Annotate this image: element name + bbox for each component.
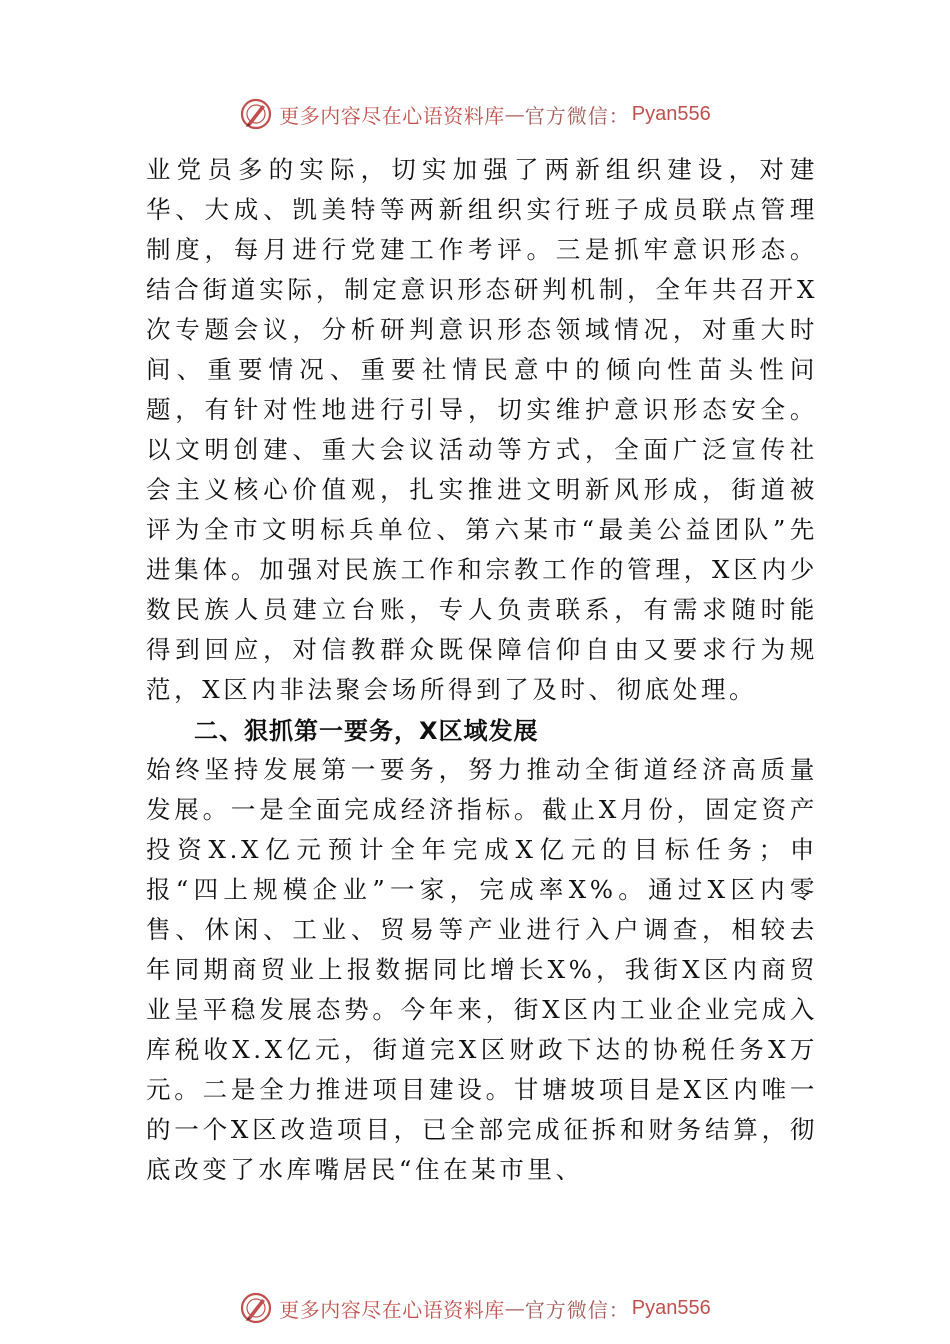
body-paragraph-2: 始终坚持发展第一要务，努力推动全街道经济高质量发展。一是全面完成经济指标。截止X月份，固定资产投资X.X亿元预计全年完成X亿元的目标任务；申报“四上规模企业”一家，完成率X%。通过X区内零售、休闲、工业、贸易等产业进行入户调查，相较去年同期商贸业上报数据同比增长X%，我街X区内商贸业呈平稳发展态势。今年来，街X区内工业企业完成入库税收X.X亿元，街道完X区财政下达的协税任务X万元。二是全力推进项目建设。甘塘坡项目是X区内唯一的一个X区改造项目，已全部完成征拆和财务结算，彻底改变了水库嘴居民“住在某市里、 <box>146 755 818 1184</box>
footer-watermark-banner <box>0 1288 950 1328</box>
banner-wechat-label: 官方微信： <box>524 1297 630 1322</box>
banner-wechat-id: Pyan556 <box>631 1296 711 1319</box>
banner-wechat-id: Pyan556 <box>631 102 711 125</box>
section-heading-2: 二、狠抓第一要务，X区域发展 <box>194 717 539 745</box>
banner-main-text: 更多内容尽在心语资料库 <box>279 103 505 128</box>
banner-separator: — <box>504 102 525 126</box>
banner-main-text: 更多内容尽在心语资料库 <box>279 1297 505 1322</box>
body-paragraph-1: 业党员多的实际，切实加强了两新组织建设，对建华、大成、凯美特等两新组织实行班子成员联点管理制度，每月进行党建工作考评。三是抓牢意识形态。结合街道实际，制定意识形态研判机制，全年共召开X次专题会议，分析研判意识形态领域情况，对重大时间、重要情况、重要社情民意中的倾向性苗头性问题，有针对性地进行引导，切实维护意识形态安全。以文明创建、重大会议活动等方式，全面广泛宣传社会主义核心价值观，扎实推进文明新风形成，街道被评为全市文明标兵单位、第六某市“最美公益团队”先进集体。加强对民族工作和宗教工作的管理，X区内少数民族人员建立台账，专人负责联系，有需求随时能得到回应，对信教群众既保障信仰自由又要求行为规范，X区内非法聚会场所得到了及时、彻底处理。 <box>146 155 818 704</box>
banner-separator: — <box>504 1296 525 1320</box>
document-body <box>146 150 818 1190</box>
pen-logo-icon <box>239 97 273 131</box>
pen-logo-icon <box>239 1291 273 1325</box>
banner-wechat-label: 官方微信： <box>524 103 630 128</box>
header-watermark-banner <box>0 94 950 134</box>
